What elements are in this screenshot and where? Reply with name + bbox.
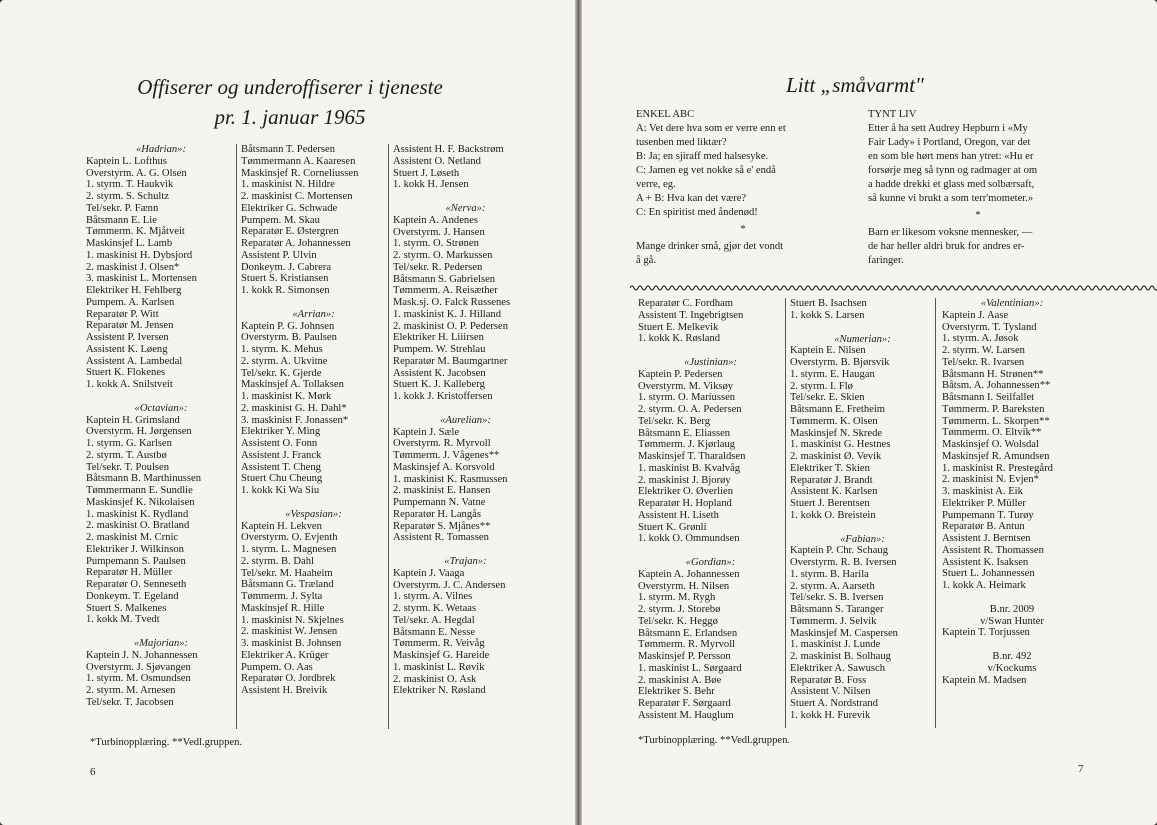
text-line: Mange drinker små, gjør det vondt [636,241,784,252]
crew-entry: Assistent A. Lambedal [86,355,183,367]
crew-entry: Båtsmann S. Taranger [790,604,884,615]
crew-entry: Tel/sekr. T. Jacobsen [86,696,174,708]
crew-entry: 3. maskinist L. Mortensen [86,273,197,285]
crew-entry: 2. styrm. W. Larsen [942,345,1025,356]
crew-entry: Pumpem. O. Aas [241,661,313,673]
crew-entry: Overstyrm. H. Jørgensen [86,426,192,438]
crew-entry: Reparatør H. Müller [86,567,173,579]
crew-entry: Tømmerm. J. Sylta [241,591,323,602]
ship-heading: «Hadrian»: [135,144,187,155]
crew-entry: 1. styrm. M. Osmundsen [86,673,191,685]
right-page-number: 7 [1078,763,1084,775]
crew-entry: 1. maskinist K. Rydland [86,508,189,520]
crew-entry: Kaptein M. Madsen [942,674,1027,686]
crew-entry: Reparatør J. Brandt [790,474,873,486]
crew-entry: 1. maskinist K. Rasmussen [393,473,508,485]
crew-entry: Elektriker T. Skien [790,462,870,474]
crew-entry: 1. maskinist L. Sørgaard [638,662,742,674]
crew-entry: 1. styrm. G. Karlsen [86,438,172,449]
crew-entry: Båtsmann S. Gabrielsen [393,273,496,285]
right-column-1 [638,298,783,722]
crew-entry: Tel/sekr. K. Berg [638,415,711,427]
crew-entry: Pumpem. A. Karlsen [86,296,175,308]
note-line: B.nr. 492 [992,651,1032,662]
crew-entry: Tel/sekr. R. Pedersen [393,261,483,273]
crew-entry: Kaptein T. Torjussen [942,627,1030,639]
text-line: en som ble hørt mens han ytret: «Hu er [868,151,1034,162]
crew-entry: Tømmerm. K. Olsen [790,415,878,427]
crew-entry: Tømmerm. L. Skorpen** [942,415,1050,427]
crew-entry: Tel/sekr. K. Gjerde [241,367,322,379]
crew-entry: 1. maskinist J. Lunde [790,639,881,651]
crew-entry: Elektriker N. Røsland [393,685,486,697]
crew-entry: Assistent T. Ingebrigtsen [638,309,744,321]
crew-entry: Elektriker A. Krüger [241,649,329,661]
crew-entry: 3. maskinist F. Jonassen* [241,414,349,426]
crew-entry: Reparatør P. Witt [86,308,159,320]
crew-entry: Overstyrm. T. Tysland [942,321,1037,333]
crew-entry: Overstyrm. R. B. Iversen [790,557,897,568]
crew-entry: 2. styrm. B. Dahl [241,555,314,567]
crew-entry: Tømmerm. J. Kjørlaug [638,439,736,451]
crew-entry: Maskinsjef L. Lamb [86,238,173,249]
crew-entry: Assistent H. F. Backstrøm [393,144,504,155]
crew-entry: Reparatør C. Fordham [638,298,734,309]
crew-entry: Assistent P. Iversen [86,332,169,343]
crew-entry: Maskinsjef K. Nikolaisen [86,496,195,508]
crew-entry: Maskinsjef R. Amundsen [942,450,1050,462]
crew-entry: 1. maskinist K. Mørk [241,391,332,402]
crew-entry: Reparatør S. Mjånes** [393,520,491,532]
crew-entry: Kaptein A. Johannessen [638,568,740,580]
crew-entry: 1. styrm. O. Mariussen [638,392,736,404]
crew-entry: Stuert S. Kristiansen [241,273,329,285]
crew-entry: Stuert K. J. Kalleberg [393,379,485,391]
crew-entry: 2. styrm. A. Aarseth [790,580,875,592]
crew-entry: 2. styrm. I. Flø [790,380,853,392]
crew-entry: Elektriker H. Fehlberg [86,285,182,296]
left-footnote: *Turbinopplæring. **Vedl.gruppen. [90,737,243,748]
text-line: A: Vet dere hva som er verre enn et [636,123,786,134]
crew-entry: Tel/sekr. S. B. Iversen [790,592,884,604]
crew-entry: 1. maskinist N. Hildre [241,179,335,191]
crew-entry: 2. maskinist M. Crnic [86,532,179,543]
asterisk-divider: * [975,210,981,221]
crew-entry: Reparatør O. Jordbrek [241,673,336,685]
crew-entry: 2. styrm. M. Arnesen [86,685,176,696]
column-rule [236,144,237,729]
spacer [393,403,538,415]
crew-entry: 3. maskinist B. Johnsen [241,638,342,649]
note-line: B.nr. 2009 [989,603,1035,615]
crew-entry: Overstyrm. H. Nilsen [638,580,730,592]
text-line: Fair Lady» i Portland, Oregon, var det [868,137,1031,148]
crew-entry: 2. styrm. O. Markussen [393,250,493,261]
crew-entry: 2. maskinist W. Jensen [241,626,338,638]
crew-entry: 1. maskinist N. Skjelnes [241,614,344,626]
spacer [241,297,386,309]
crew-entry: Båtsmann E. Nesse [393,626,476,638]
column-rule [935,298,936,728]
spacer [790,522,935,534]
crew-entry: 2. maskinist A. Bøe [638,674,722,686]
crew-entry: Båtsmann B. Marthinussen [86,473,202,485]
crew-entry: Assistent H. Breivik [241,685,328,696]
crew-entry: 1. kokk R. Simonsen [241,285,330,296]
crew-entry: Tømmerm. J. Selvik [790,615,877,627]
spacer [241,497,386,509]
crew-entry: Tel/sekr. R. Ivarsen [942,356,1025,368]
book-gutter [575,0,582,825]
crew-entry: Overstyrm. M. Viksøy [638,380,734,392]
spacer [790,322,935,334]
crew-entry: 1. kokk J. Kristoffersen [393,391,493,402]
crew-entry: Stuert E. Melkevik [638,321,719,333]
crew-entry: 2. maskinist Ø. Vevik [790,451,882,462]
crew-entry: 1. kokk A. Heimark [942,580,1026,591]
ship-heading: «Numerian»: [834,333,891,345]
crew-entry: Kaptein L. Lofthus [86,155,167,167]
crew-entry: Assistent J. Franck [241,449,322,461]
crew-entry: Overstyrm. B. Bjørsvik [790,357,890,368]
crew-entry: Stuert S. Malkenes [86,602,167,614]
ship-heading: «Justinian»: [684,357,737,368]
ship-heading: «Aurelian»: [440,414,491,426]
crew-entry: Båtsmann G. Træland [241,579,334,591]
crew-entry: 1. styrm. K. Mehus [241,344,323,355]
crew-entry: 1. styrm. L. Magnesen [241,544,337,555]
crew-entry: 1. styrm. O. Strønen [393,238,479,250]
crew-entry: 1. styrm. A. Vilnes [393,591,473,603]
crew-entry: Assistent K. Jacobsen [393,367,486,379]
ship-heading: «Nerva»: [445,203,486,214]
text-line: Etter å ha sett Audrey Hepburn i «My [868,123,1028,134]
crew-entry: 1. kokk O. Breistein [790,509,876,521]
spacer [86,391,236,403]
note-line: v/Swan Hunter [980,615,1044,627]
crew-entry: 1. maskinist G. Hestnes [790,439,891,451]
crew-entry: Kaptein J. N. Johannessen [86,649,198,661]
crew-entry: Assistent O. Fonn [241,438,318,449]
ship-heading: «Valentinian»: [980,298,1044,309]
crew-entry: Kaptein P. Chr. Schaug [790,545,888,557]
crew-entry: 2. maskinist G. H. Dahl* [241,402,347,414]
crew-entry: 2. maskinist B. Solhaug [790,651,891,662]
crew-entry: 1. maskinist H. Dybsjord [86,249,193,261]
crew-entry: Pumpem. M. Skau [241,214,320,226]
crew-entry: 1. styrm. M. Rygh [638,592,716,604]
crew-entry: Kaptein P. Pedersen [638,368,723,380]
crew-entry: Stuert J. Berentsen [790,498,870,509]
crew-entry: Reparatør M. Baumgartner [393,355,508,367]
crew-entry: Tømmermann A. Kaaresen [241,155,356,167]
ship-heading: «Arrian»: [292,308,335,320]
left-page-number: 6 [90,766,96,778]
crew-entry: Stuert J. Løseth [393,167,460,179]
crew-entry: Kaptein H. Grimsland [86,414,180,426]
text-line: tusenben med liktær? [636,137,727,148]
crew-entry: Stuert K. Grønli [638,521,707,533]
crew-entry: Reparatør M. Jensen [86,320,174,332]
crew-entry: 2. styrm. T. Austbø [86,449,167,461]
crew-entry: Assistent V. Nilsen [790,686,871,698]
crew-entry: Pumpemann N. Vatne [393,497,486,508]
crew-entry: Båtsmann T. Pedersen [241,144,336,155]
crew-entry: Stuert K. Flokenes [86,367,166,379]
crew-entry: 2. styrm. K. Wetaas [393,603,477,614]
crew-entry: 1. styrm. E. Haugan [790,368,875,380]
right-footnote: *Turbinopplæring. **Vedl.gruppen. [638,735,791,746]
crew-entry: Overstyrm. B. Paulsen [241,332,337,344]
crew-entry: Elektriker J. Wilkinson [86,543,184,555]
text-line: så kunne vi brukt a som terr'mometer.» [868,193,1034,204]
crew-entry: Reparatør A. Johannessen [241,238,351,249]
ship-heading: «Vespasian»: [285,508,342,520]
crew-entry: 1. styrm. B. Harila [790,568,869,580]
crew-entry: Tel/sekr. P. Fænn [86,202,159,214]
ship-heading: «Trajan»: [444,556,487,567]
crew-entry: 3. maskinist A. Eik [942,486,1023,497]
crew-entry: 2. maskinist J. Olsen* [86,261,180,273]
crew-entry: Maskinsjef G. Hareide [393,650,490,661]
column-rule [785,298,786,728]
crew-entry: 1. kokk K. Røsland [638,333,721,345]
spacer [638,545,783,557]
crew-entry: Reparatør H. Hopland [638,498,732,509]
ship-heading: «Gordian»: [685,557,736,568]
enkel-abc-lines [636,122,850,266]
crew-entry: Pumpemann T. Turøy [942,509,1034,521]
crew-entry: Tømmerm. O. Eltvik** [942,427,1042,439]
text-line: verre, eg. [636,179,676,190]
right-column-2 [790,298,935,722]
crew-entry: Maskinsjef A. Tollaksen [241,379,344,391]
crew-entry: 1. maskinist R. Prestegård [942,462,1053,474]
crew-entry: Kaptein J. Sæle [393,426,460,438]
crew-entry: 2. styrm. S. Schultz [86,191,169,202]
crew-entry: Båtsmann I. Seilfallet [942,392,1035,403]
crew-entry: Assistent K. Karlsen [790,486,878,498]
crew-entry: Assistent K. Løeng [86,343,168,355]
right-column-3 [942,298,1082,686]
crew-entry: Elektriker A. Sawusch [790,662,886,674]
crew-entry: 1. kokk H. Furevik [790,709,871,721]
crew-entry: Tel/sekr. A. Hegdal [393,614,475,626]
crew-entry: 1. maskinist B. Kvalvåg [638,462,741,474]
crew-entry: Kaptein A. Andenes [393,214,479,226]
crew-entry: Assistent R. Tomassen [393,532,489,544]
crew-entry: 1. maskinist K. J. Hilland [393,308,501,320]
crew-entry: 2. maskinist O. P. Pedersen [393,320,509,332]
left-title-line1: Offiserer og underoffiserer i tjeneste [137,75,443,99]
crew-entry: 2. maskinist E. Hansen [393,485,491,497]
crew-entry: 2. styrm. J. Storebø [638,604,721,615]
crew-entry: Maskinsjef R. Corneliussen [241,167,359,179]
crew-entry: Maskinsjef P. Persson [638,651,731,662]
crew-entry: 1. styrm. T. Haukvik [86,179,174,191]
text-line: B: Ja; en sjiraff med halsesyke. [636,151,769,162]
crew-entry: Maskinsjef O. Wolsdal [942,439,1039,450]
crew-entry: Maskinsjef M. Caspersen [790,627,898,639]
crew-entry: Maskinsjef A. Korsvold [393,461,495,473]
crew-entry: Reparatør F. Sørgaard [638,698,731,709]
ship-heading: «Majorian»: [133,638,189,649]
crew-entry: Assistent H. Liseth [638,509,719,521]
text-line: Barn er likesom voksne mennesker, — [868,227,1033,238]
spacer [942,639,1082,651]
crew-entry: Tel/sekr. K. Heggø [638,615,718,627]
enkel-abc-heading: ENKEL ABC [636,109,695,120]
crew-entry: Elektriker H. Liiirsen [393,332,484,344]
crew-entry: 1. maskinist L. Røvik [393,661,485,673]
text-line: A + B: Hva kan det være? [636,193,747,204]
crew-entry: Tømmerm. J. Vågenes** [393,450,500,461]
crew-entry: Stuert L. Johannessen [942,568,1035,580]
left-title-line2: pr. 1. januar 1965 [214,105,366,129]
note-line: v/Kockums [987,662,1037,674]
crew-entry: 1. kokk M. Tvedt [86,614,160,626]
crew-entry: Assistent J. Berntsen [942,533,1031,544]
crew-entry: Elektriker O. Øverlien [638,486,734,498]
crew-entry: Elektriker S. Behr [638,686,715,698]
crew-entry: Kaptein H. Lekven [241,520,322,532]
crew-entry: Elektriker G. Schwade [241,202,338,214]
spacer [942,592,1082,604]
tynt-liv-heading: TYNT LIV [868,109,917,120]
spacer [638,345,783,357]
text-line: C: En spiritist med åndenød! [636,207,758,218]
crew-entry: 1. kokk Ki Wa Siu [241,485,320,496]
tynt-liv-section [868,108,1088,266]
crew-entry: Assistent K. Isaksen [942,556,1029,568]
crew-entry: Elektriker Y. Ming [241,426,321,438]
crew-entry: Reparatør B. Antun [942,521,1025,533]
crew-entry: 2. maskinist C. Mortensen [241,191,353,202]
crew-entry: 2. maskinist O. Bratland [86,520,190,532]
crew-entry: Overstyrm. R. Myrvoll [393,438,491,450]
crew-entry: 2. styrm. A. Ukvitne [241,355,328,367]
crew-entry: Tømmerm. R. Veivåg [393,638,485,650]
crew-entry: Tel/sekr. M. Haaheim [241,567,333,579]
crew-entry: Stuert Chu Cheung [241,473,323,485]
crew-entry: Reparatør H. Langås [393,508,481,520]
crew-entry: Båtsmann H. Strønen** [942,368,1044,380]
crew-entry: 2. styrm. O. A. Pedersen [638,404,742,415]
crew-entry: 1. styrm. A. Jøsok [942,333,1019,345]
crew-entry: Maskinsjef R. Hille [241,602,325,614]
crew-entry: Stuert B. Isachsen [790,298,867,309]
crew-entry: Båtsmann E. Fretheim [790,404,886,415]
crew-entry: Kaptein P. G. Johnsen [241,320,335,332]
crew-entry: 1. kokk O. Ommundsen [638,533,740,545]
crew-entry: 2. maskinist J. Bjorøy [638,474,731,486]
enkel-abc-section [636,108,850,266]
text-line: C: Jamen eg vet nokke så e' endå [636,165,776,176]
crew-entry: 1. kokk S. Larsen [790,309,865,321]
crew-entry: Overstyrm. A. G. Olsen [86,167,187,179]
spacer [393,191,538,203]
crew-entry: Reparatør E. Østergren [241,226,339,238]
crew-entry: Kaptein E. Nilsen [790,345,866,357]
crew-entry: 2. maskinist O. Ask [393,673,477,685]
tynt-liv-lines [868,122,1088,266]
crew-entry: Tel/sekr. E. Skien [790,392,865,404]
crew-entry: Båtsm. A. Johannessen** [942,380,1051,392]
crew-entry: Overstyrm. J. Hansen [393,226,485,238]
crew-entry: Tømmerm. P. Bareksten [942,403,1045,415]
crew-entry: Pumpemann S. Paulsen [86,555,186,567]
text-line: faringer. [868,255,904,266]
left-column-2 [241,144,386,697]
text-line: a hadde drekki et glass med solbærsaft, [868,179,1035,190]
crew-entry: Reparatør O. Senneseth [86,579,187,590]
crew-entry: Kaptein J. Vaaga [393,567,465,579]
crew-entry: Maskinsjef N. Skrede [790,427,883,439]
crew-entry: Overstyrm. J. Sjøvangen [86,661,191,673]
crew-entry: Donkeym. T. Egeland [86,590,179,602]
crew-entry: Assistent P. Ulvin [241,249,317,261]
crew-entry: Båtsmann E. Erlandsen [638,627,738,639]
crew-entry: Elektriker P. Müller [942,497,1026,509]
crew-entry: Reparatør B. Foss [790,674,867,686]
left-column-3 [393,144,538,697]
crew-entry: 1. kokk H. Jensen [393,179,469,191]
spacer [393,544,538,556]
crew-entry: Båtsmann E. Lie [86,214,157,226]
column-rule [388,144,389,729]
crew-entry: Tømmerm. K. Mjåtveit [86,226,185,238]
crew-entry: Pumpem. W. Strehlau [393,344,486,355]
ship-heading: «Octavian»: [134,402,188,414]
crew-entry: Assistent T. Cheng [241,461,321,473]
crew-entry: Tømmermann E. Sundlie [86,485,193,496]
crew-entry: Tømmerm. R. Myrvoll [638,639,736,651]
crew-entry: Assistent M. Hauglum [638,709,734,721]
crew-entry: Kaptein J. Aase [942,309,1009,321]
crew-entry: Assistent O. Netland [393,155,481,167]
left-column-1 [86,144,236,709]
asterisk-divider: * [740,224,746,235]
crew-entry: Tømmerm. A. Reisæther [393,285,498,297]
crew-entry: Maskinsjef T. Tharaldsen [638,451,746,462]
crew-entry: Donkeym. J. Cabrera [241,261,332,273]
crew-entry: Båtsmann E. Eliassen [638,427,731,439]
text-line: de har heller aldri bruk for andres er- [868,241,1025,252]
crew-entry: Overstyrm. O. Evjenth [241,532,338,544]
wavy-divider [630,284,1157,292]
crew-entry: 1. kokk A. Snilstveit [86,379,173,390]
right-title: Litt „småvarmt" [786,73,924,97]
crew-entry: Overstyrm. J. C. Andersen [393,579,506,591]
crew-entry: Stuert A. Nordstrand [790,698,878,709]
spacer [86,626,236,638]
crew-entry: 2. maskinist N. Evjen* [942,474,1039,486]
crew-entry: Mask.sj. O. Falck Russenes [393,297,511,308]
text-line: å gå. [636,255,656,266]
crew-entry: Tel/sekr. T. Poulsen [86,461,170,473]
ship-heading: «Fabian»: [840,533,885,545]
crew-entry: Assistent R. Thomassen [942,544,1044,556]
text-line: forsørje meg så tynn og radmager at om [868,165,1038,176]
